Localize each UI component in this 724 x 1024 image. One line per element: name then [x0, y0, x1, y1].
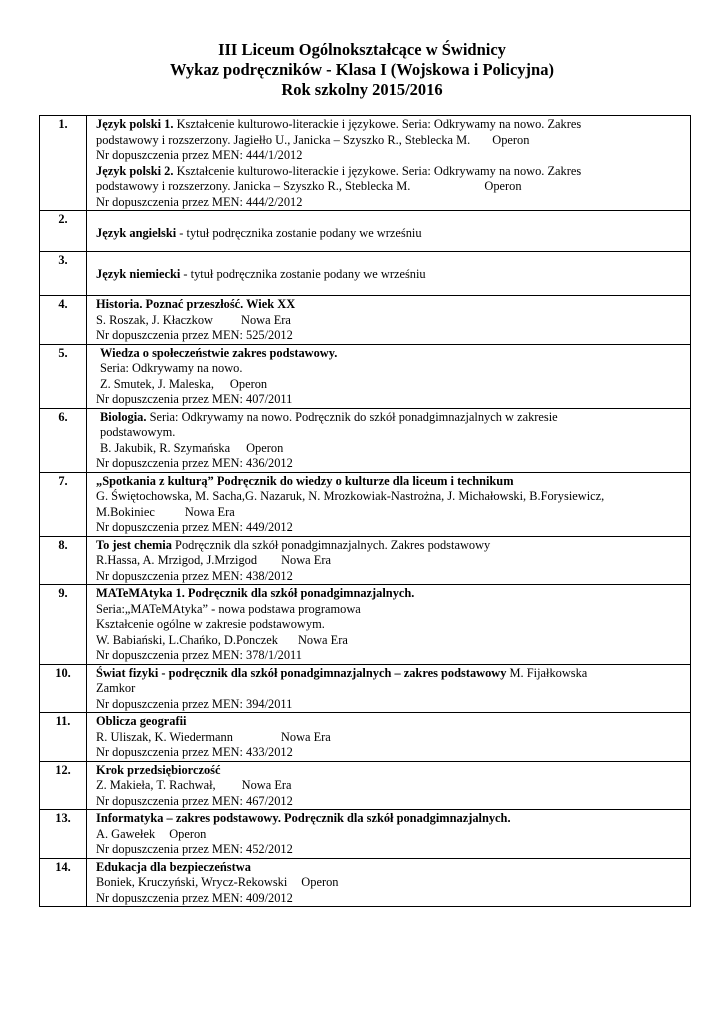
- book-authors: podstawowy i rozszerzony. Jagiełło U., Janicka – Szyszko R., Steblecka M.: [96, 132, 471, 147]
- approval-number: Nr dopuszczenia przez MEN: 525/2012: [96, 328, 293, 342]
- book-description: Kształcenie ogólne w zakresie podstawowym.: [96, 617, 325, 631]
- row-number: 8.: [40, 536, 87, 585]
- row-number: 5.: [40, 344, 87, 408]
- book-title: Język polski 1.: [96, 117, 174, 131]
- approval-number: Nr dopuszczenia przez MEN: 378/1/2011: [96, 648, 302, 662]
- book-authors: R. Uliszak, K. Wiedermann: [96, 729, 233, 744]
- school-name: III Liceum Ogólnokształcące w Świdnicy: [218, 40, 506, 59]
- row-content: [87, 296, 691, 345]
- book-title: Język angielski: [96, 226, 177, 240]
- book-publisher: Operon: [169, 826, 207, 841]
- book-title: MATeMAtyka 1. Podręcznik dla szkół ponadgimnazjalnych.: [96, 586, 415, 600]
- book-authors: B. Jakubik, R. Szymańska: [100, 440, 231, 455]
- book-authors: M.Bokiniec: [96, 504, 155, 519]
- school-year: Rok szkolny 2015/2016: [281, 80, 443, 99]
- table-row: [40, 252, 691, 296]
- approval-number: Nr dopuszczenia przez MEN: 433/2012: [96, 745, 293, 759]
- book-title: To jest chemia: [96, 537, 172, 552]
- document-header: [0, 40, 724, 100]
- book-series: Seria: Odkrywamy na nowo.: [100, 361, 243, 375]
- book-publisher: Operon: [484, 179, 522, 193]
- row-number: 2.: [40, 211, 87, 252]
- approval-number: Nr dopuszczenia przez MEN: 438/2012: [96, 568, 293, 583]
- book-publisher: Zamkor: [96, 681, 136, 695]
- row-content: [87, 810, 691, 859]
- table-row: [40, 761, 691, 810]
- book-title: Oblicza geografii: [96, 714, 187, 728]
- book-authors: R.Hassa, A. Mrzigod, J.Mrzigod: [96, 553, 258, 567]
- table-row: [40, 344, 691, 408]
- table-row: [40, 664, 691, 713]
- approval-number: Nr dopuszczenia przez MEN: 409/2012: [96, 890, 293, 905]
- book-title: Informatyka – zakres podstawowy. Podręcznik dla szkół ponadgimnazjalnych.: [96, 811, 511, 825]
- row-number: 14.: [40, 858, 87, 907]
- table-row: [40, 408, 691, 472]
- row-content: [87, 344, 691, 408]
- approval-number: Nr dopuszczenia przez MEN: 436/2012: [96, 456, 293, 470]
- row-content: [87, 858, 691, 907]
- book-publisher: Nowa Era: [281, 553, 331, 567]
- table-row: [40, 211, 691, 252]
- table-row: [40, 472, 691, 536]
- textbook-table: [39, 115, 691, 907]
- book-description: Kształcenie kulturowo-literackie i językowe. Seria: Odkrywamy na nowo. Zakres: [173, 163, 582, 178]
- approval-number: Nr dopuszczenia przez MEN: 394/2011: [96, 696, 293, 711]
- book-publisher: Nowa Era: [184, 504, 235, 519]
- book-publisher: Operon: [229, 376, 268, 391]
- book-series: Seria:„MATeMAtyka” - nowa podstawa programowa: [96, 601, 361, 616]
- table-row: [40, 116, 691, 211]
- approval-number: Nr dopuszczenia przez MEN: 444/1/2012: [96, 148, 303, 162]
- row-content: [87, 472, 691, 536]
- book-publisher: Operon: [492, 132, 530, 147]
- book-authors: S. Roszak, J. Kłaczkow: [96, 312, 214, 327]
- book-description: Seria: Odkrywamy na nowo. Podręcznik do szkół ponadgimnazjalnych w zakresie: [146, 409, 558, 424]
- book-publisher: Nowa Era: [241, 312, 291, 327]
- book-description: Podręcznik dla szkół ponadgimnazjalnych. Zakres podstawowy: [171, 537, 491, 552]
- row-content: [87, 252, 691, 296]
- book-authors: M. Fijałkowska: [506, 665, 588, 680]
- approval-number: Nr dopuszczenia przez MEN: 452/2012: [96, 842, 293, 856]
- table-row: [40, 585, 691, 665]
- approval-number: Nr dopuszczenia przez MEN: 407/2011: [96, 392, 293, 406]
- book-authors: G. Świętochowska, M. Sacha,G. Nazaruk, N. Mrozkowiak-Nastrożna, J. Michałowski, B.Forysiewicz,: [96, 489, 605, 503]
- approval-number: Nr dopuszczenia przez MEN: 467/2012: [96, 793, 293, 808]
- book-authors: W. Babiański, L.Chańko, D.Ponczek: [96, 632, 278, 647]
- row-content: [87, 536, 691, 585]
- book-authors: Boniek, Kruczyński, Wrycz-Rekowski: [96, 875, 288, 889]
- book-description: Kształcenie kulturowo-literackie i językowe. Seria: Odkrywamy na nowo. Zakres: [173, 117, 582, 131]
- book-description: - tytuł podręcznika zostanie podany we wrześniu: [176, 226, 422, 240]
- book-title: Język niemiecki: [96, 267, 181, 281]
- book-authors: podstawowy i rozszerzony. Janicka – Szyszko R., Steblecka M.: [96, 179, 411, 193]
- row-number: 7.: [40, 472, 87, 536]
- approval-number: Nr dopuszczenia przez MEN: 444/2/2012: [96, 194, 303, 209]
- row-number: 9.: [40, 585, 87, 665]
- book-title: Biologia.: [100, 409, 147, 424]
- row-number: 12.: [40, 761, 87, 810]
- row-content: [87, 408, 691, 472]
- book-title: Historia. Poznać przeszłość. Wiek XX: [96, 297, 296, 311]
- book-title: Wiedza o społeczeństwie zakres podstawowy.: [100, 345, 338, 360]
- row-content: [87, 761, 691, 810]
- row-content: [87, 116, 691, 211]
- table-row: [40, 810, 691, 859]
- list-title: Wykaz podręczników - Klasa I (Wojskowa i Policyjna): [170, 60, 554, 79]
- book-authors: Z. Makieła, T. Rachwał,: [96, 778, 216, 792]
- table-row: [40, 713, 691, 762]
- book-publisher: Nowa Era: [241, 778, 292, 792]
- table-row: [40, 536, 691, 585]
- book-title: Język polski 2.: [96, 163, 174, 178]
- row-content: [87, 664, 691, 713]
- book-publisher: Operon: [301, 875, 339, 889]
- row-number: 4.: [40, 296, 87, 345]
- table-row: [40, 858, 691, 907]
- row-number: 1.: [40, 116, 87, 211]
- approval-number: Nr dopuszczenia przez MEN: 449/2012: [96, 520, 293, 534]
- row-number: 11.: [40, 713, 87, 762]
- book-publisher: Nowa Era: [297, 632, 348, 647]
- row-number: 3.: [40, 252, 87, 296]
- book-publisher: Nowa Era: [280, 729, 331, 744]
- row-number: 10.: [40, 664, 87, 713]
- table-row: [40, 296, 691, 345]
- book-description: podstawowym.: [100, 425, 176, 439]
- row-content: [87, 713, 691, 762]
- row-number: 6.: [40, 408, 87, 472]
- book-title: Krok przedsiębiorczość: [96, 762, 221, 777]
- book-authors: A. Gawełek: [96, 826, 156, 841]
- row-number: 13.: [40, 810, 87, 859]
- row-content: [87, 211, 691, 252]
- row-content: [87, 585, 691, 665]
- book-title: „Spotkania z kulturą” Podręcznik do wiedzy o kulturze dla liceum i technikum: [96, 473, 514, 488]
- book-title: Edukacja dla bezpieczeństwa: [96, 859, 251, 874]
- book-publisher: Operon: [246, 440, 284, 455]
- book-title: Świat fizyki - podręcznik dla szkół ponadgimnazjalnych – zakres podstawowy: [96, 665, 507, 680]
- book-description: - tytuł podręcznika zostanie podany we wrześniu: [180, 267, 426, 281]
- book-authors: Z. Smutek, J. Maleska,: [100, 376, 214, 391]
